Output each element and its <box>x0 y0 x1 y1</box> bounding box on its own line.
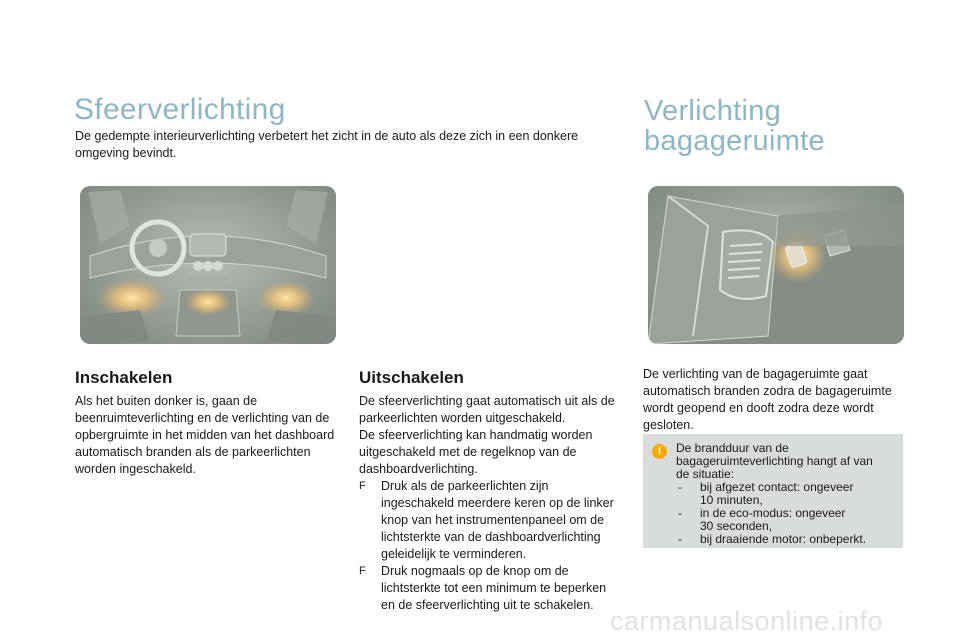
page-title-verlichting-bagageruimte <box>644 96 904 156</box>
text-line: De brandduur van de <box>676 441 789 455</box>
text-line: Als het buiten donker is, gaan de <box>75 394 258 408</box>
text-line: wordt geopend en dooft zodra deze wordt <box>643 401 874 415</box>
dashboard-ambient-light-photo <box>80 186 336 344</box>
text-line: Druk nogmaals op de knop om de <box>381 564 569 578</box>
note-list-item <box>676 507 898 533</box>
inschakelen-text <box>75 393 340 478</box>
text-line: gesloten. <box>643 418 694 432</box>
info-note-box <box>643 434 903 548</box>
bullet-item <box>359 478 619 563</box>
text-line: opbergruimte in het midden van het dashboard <box>75 428 335 442</box>
text-line: 10 minuten, <box>700 493 763 507</box>
title-line: bagageruimte <box>644 125 825 157</box>
text-line: en de sfeerverlichting uit te schakelen. <box>381 598 594 612</box>
dash-marker: - <box>678 506 682 520</box>
title-line: Verlichting <box>644 95 782 127</box>
info-icon: i <box>652 444 667 459</box>
bagageruimte-text <box>643 366 905 434</box>
text-line: bij afgezet contact: ongeveer <box>700 480 854 494</box>
text-line: ingeschakeld meerdere keren op de linker <box>381 496 614 510</box>
boot-illustration <box>648 186 904 344</box>
text-line: dashboardverlichting. <box>359 462 478 476</box>
bullet-marker-icon: F <box>359 565 366 577</box>
dash-marker: - <box>678 532 682 546</box>
info-note-text <box>676 442 898 546</box>
text-line: omgeving bevindt. <box>75 146 177 160</box>
page-title-sfeerverlichting: Sfeerverlichting <box>74 93 286 126</box>
heading-uitschakelen: Uitschakelen <box>359 368 464 387</box>
dashboard-illustration <box>80 186 336 344</box>
uitschakelen-text <box>359 393 619 614</box>
heading-inschakelen: Inschakelen <box>75 368 173 387</box>
text-line: geleidelijk te verminderen. <box>381 547 527 561</box>
boot-light-photo <box>648 186 904 344</box>
text-line: automatisch branden als de parkeerlichten <box>75 445 311 459</box>
text-line: bij draaiende motor: onbeperkt. <box>700 532 867 546</box>
dash-marker: - <box>678 480 682 494</box>
note-list-item <box>676 481 898 507</box>
text-line: worden ingeschakeld. <box>75 462 196 476</box>
text-line: uitgeschakeld met de regelknop van de <box>359 445 577 459</box>
note-list-item <box>676 533 898 546</box>
intro-text <box>75 128 595 162</box>
text-line: lichtsterkte tot een minimum te beperken <box>381 581 607 595</box>
text-line: de situatie: <box>676 467 735 481</box>
watermark: carmanualsonline.info <box>610 606 884 636</box>
text-line: Druk als de parkeerlichten zijn <box>381 479 549 493</box>
text-line: beenruimteverlichting en de verlichting van de <box>75 411 330 425</box>
text-line: automatisch branden zodra de bagageruimte <box>643 384 892 398</box>
text-line: knop van het instrumentenpaneel om de <box>381 513 605 527</box>
bullet-marker-icon: F <box>359 480 366 492</box>
bullet-item <box>359 563 619 614</box>
text-line: De sfeerverlichting kan handmatig worden <box>359 428 593 442</box>
text-line: 30 seconden, <box>700 519 773 533</box>
text-line: bagageruimteverlichting hangt af van <box>676 454 873 468</box>
text-line: De gedempte interieurverlichting verbetert het zicht in de auto als deze zich in een donkere <box>75 129 579 143</box>
text-line: De verlichting van de bagageruimte gaat <box>643 367 868 381</box>
text-line: De sfeerverlichting gaat automatisch uit als de <box>359 394 615 408</box>
text-line: parkeerlichten worden uitgeschakeld. <box>359 411 566 425</box>
text-line: in de eco-modus: ongeveer <box>700 506 846 520</box>
text-line: lichtsterkte van de dashboardverlichting <box>381 530 601 544</box>
